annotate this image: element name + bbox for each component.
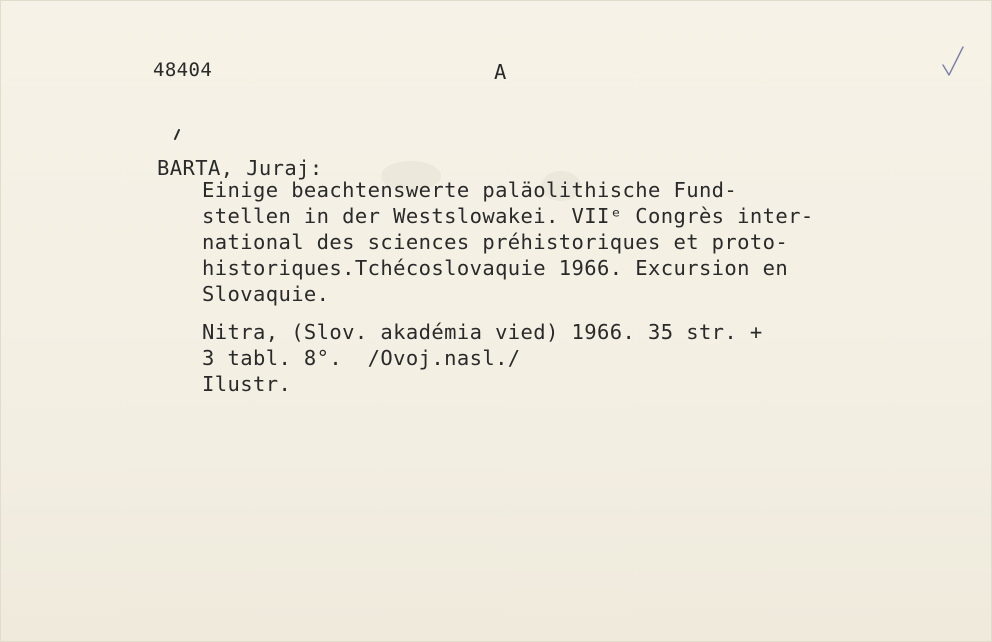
card-letter: A <box>494 60 507 84</box>
publication-line-1: Nitra, (Slov. akadémia vied) 1966. 35 str. + <box>202 320 763 344</box>
accent-mark-icon <box>173 129 181 141</box>
publication-line-3: Ilustr. <box>202 372 292 396</box>
card-number: 48404 <box>153 59 213 81</box>
author-name: BARTA, Juraj: <box>157 156 323 180</box>
title-line-4: historiques.Tchécoslovaquie 1966. Excursion en <box>202 256 789 280</box>
check-mark-icon <box>939 43 967 79</box>
title-line-3: national des sciences préhistoriques et proto- <box>202 230 789 254</box>
title-line-5: Slovaquie. <box>202 282 330 306</box>
title-line-1: Einige beachtenswerte paläolithische Fund- <box>202 178 738 202</box>
publication-line-2: 3 tabl. 8°. /Ovoj.nasl./ <box>202 346 521 370</box>
title-line-2: stellen in der Westslowakei. VIIᵉ Congrès inter- <box>202 204 814 228</box>
